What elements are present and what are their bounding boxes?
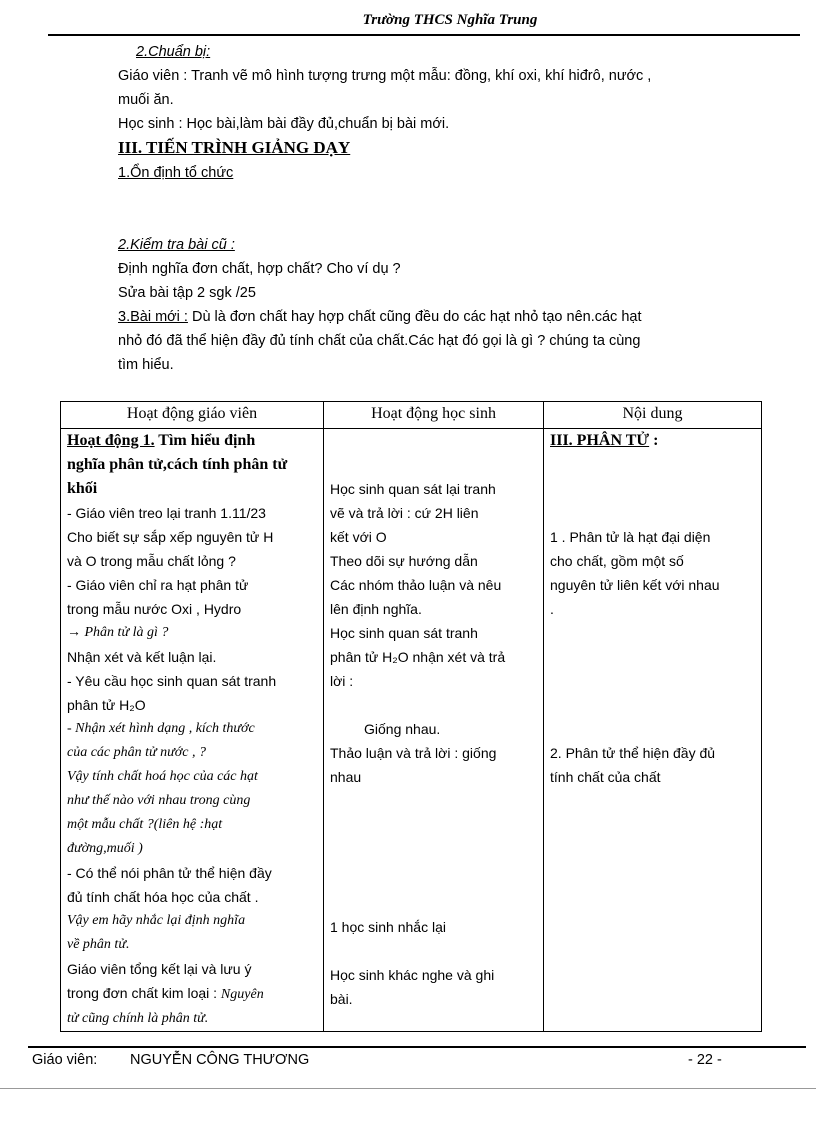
gv-line: và O trong mẫu chất lỏng ? (67, 553, 236, 569)
header-content: Nội dung (544, 402, 762, 429)
gv-line: - Có thể nói phân tử thể hiện đầy (67, 865, 272, 881)
header-teacher-activity: Hoạt động giáo viên (61, 402, 324, 429)
hs-line: Giống nhau. (364, 721, 441, 737)
hs-line: Theo dõi sự hướng dẫn (330, 553, 478, 569)
nd-line: nguyên tử liên kết với nhau (550, 577, 720, 593)
new-lesson-line-2: nhỏ đó đã thể hiện đầy đủ tính chất của chất.Các hạt đó gọi là gì ? chúng ta cùng (118, 333, 641, 349)
hs-line: lời : (330, 673, 354, 689)
process-heading: III. TIẾN TRÌNH GIẢNG DẠY (118, 138, 351, 157)
activity-title: Hoạt động 1. Tìm hiểu định (67, 432, 256, 449)
gv-line: như thế nào với nhau trong cùng (67, 793, 251, 808)
prep-student: Học sinh : Học bài,làm bài đầy đủ,chuẩn bị bài mới. (118, 116, 450, 132)
hs-line: 1 học sinh nhắc lại (330, 919, 446, 935)
gv-line: - Giáo viên treo lại tranh 1.11/23 (67, 505, 266, 521)
gv-line: trong đơn chất kim loại : Nguyên (67, 985, 264, 1002)
hs-line: Thảo luận và trả lời : giống (330, 745, 497, 761)
nd-line: 2. Phân tử thể hiện đầy đủ (550, 745, 716, 761)
hs-line: bài. (330, 991, 353, 1007)
hs-line: Học sinh quan sát lại tranh (330, 481, 496, 497)
prep-teacher: Giáo viên : Tranh vẽ mô hình tượng trưng một mẫu: đồng, khí oxi, khí hiđrô, nước , (118, 68, 652, 84)
new-lesson-line-3: tìm hiểu. (118, 357, 174, 373)
hs-line: nhau (330, 769, 362, 785)
gv-line: Vậy em hãy nhắc lại định nghĩa (67, 913, 246, 928)
gv-line: Vậy tính chất hoá học của các hạt (67, 769, 258, 784)
student-activity-cell (324, 429, 544, 1032)
gv-line: Giáo viên tổng kết lại và lưu ý (67, 961, 252, 977)
hs-line: kết với O (330, 529, 387, 545)
gv-line: trong mẫu nước Oxi , Hydro (67, 601, 242, 617)
gv-line: một mẫu chất ?(liên hệ :hạt (67, 817, 223, 832)
check-heading: 2.Kiểm tra bài cũ : (118, 237, 235, 253)
hs-line: vẽ và trả lời : cứ 2H liên (330, 505, 479, 521)
gv-line: Cho biết sự sắp xếp nguyên tử H (67, 529, 274, 545)
footer-divider (28, 1046, 806, 1048)
prep-teacher-cont: muối ăn. (118, 92, 174, 108)
header-divider (48, 34, 800, 36)
activity-title-line-3: khối (67, 480, 98, 497)
gv-line: - Yêu cầu học sinh quan sát tranh (67, 673, 277, 689)
spacer (118, 185, 738, 233)
activity-title-line-2: nghĩa phân tử,cách tính phân tử (67, 456, 288, 473)
nd-line: cho chất, gồm một số (550, 553, 684, 569)
page-header-school: Trường THCS Nghĩa Trung (362, 12, 538, 28)
gv-line: - Nhận xét hình dạng , kích thước (67, 721, 255, 736)
table-row (61, 429, 762, 1032)
nd-line: 1 . Phân tử là hạt đại diện (550, 529, 711, 545)
header-student-activity: Hoạt động học sinh (324, 402, 544, 429)
lesson-body (118, 40, 738, 377)
content-cell (544, 429, 762, 1032)
teacher-activity-cell (61, 429, 324, 1032)
new-lesson-line-1: 3.Bài mới : Dù là đơn chất hay hợp chất cũng đều do các hạt nhỏ tạo nên.các hạt (118, 309, 642, 325)
check-question-1: Định nghĩa đơn chất, hợp chất? Cho ví dụ ? (118, 261, 401, 277)
gv-line: tử cũng chính là phân tử. (67, 1011, 209, 1026)
check-question-2: Sửa bài tập 2 sgk /25 (118, 285, 256, 301)
hs-line: lên định nghĩa. (330, 601, 422, 617)
hs-line: Các nhóm thảo luận và nêu (330, 577, 502, 593)
nd-line: tính chất của chất (550, 769, 661, 785)
page-bottom-line (0, 1088, 816, 1089)
gv-line: → Phân tử là gì ? (67, 625, 169, 640)
stabilize-heading: 1.Ổn định tổ chức (118, 165, 234, 181)
content-title: III. PHÂN TỬ : (550, 432, 659, 449)
footer-label: Giáo viên: (32, 1052, 98, 1068)
gv-line: Nhận xét và kết luận lại. (67, 649, 217, 665)
table-header-row (61, 402, 762, 429)
prep-heading: 2.Chuẩn bị: (136, 44, 211, 60)
gv-line: đường,muối ) (67, 841, 143, 856)
gv-line: của các phân tử nước , ? (67, 745, 206, 760)
gv-line: về phân tử. (67, 937, 130, 952)
footer-page-number: - 22 - (688, 1052, 722, 1068)
hs-line: phân tử H₂O nhận xét và trả (330, 649, 506, 665)
hs-line: Học sinh khác nghe và ghi (330, 967, 495, 983)
gv-line: - Giáo viên chỉ ra hạt phân tử (67, 577, 249, 593)
nd-line: . (550, 601, 554, 617)
hs-line: Học sinh quan sát tranh (330, 625, 478, 641)
footer-teacher-name: NGUYỄN CÔNG THƯƠNG (130, 1052, 310, 1068)
gv-line: đủ tính chất hóa học của chất . (67, 889, 259, 905)
activity-table (60, 401, 762, 1032)
gv-line: phân tử H₂O (67, 697, 146, 713)
